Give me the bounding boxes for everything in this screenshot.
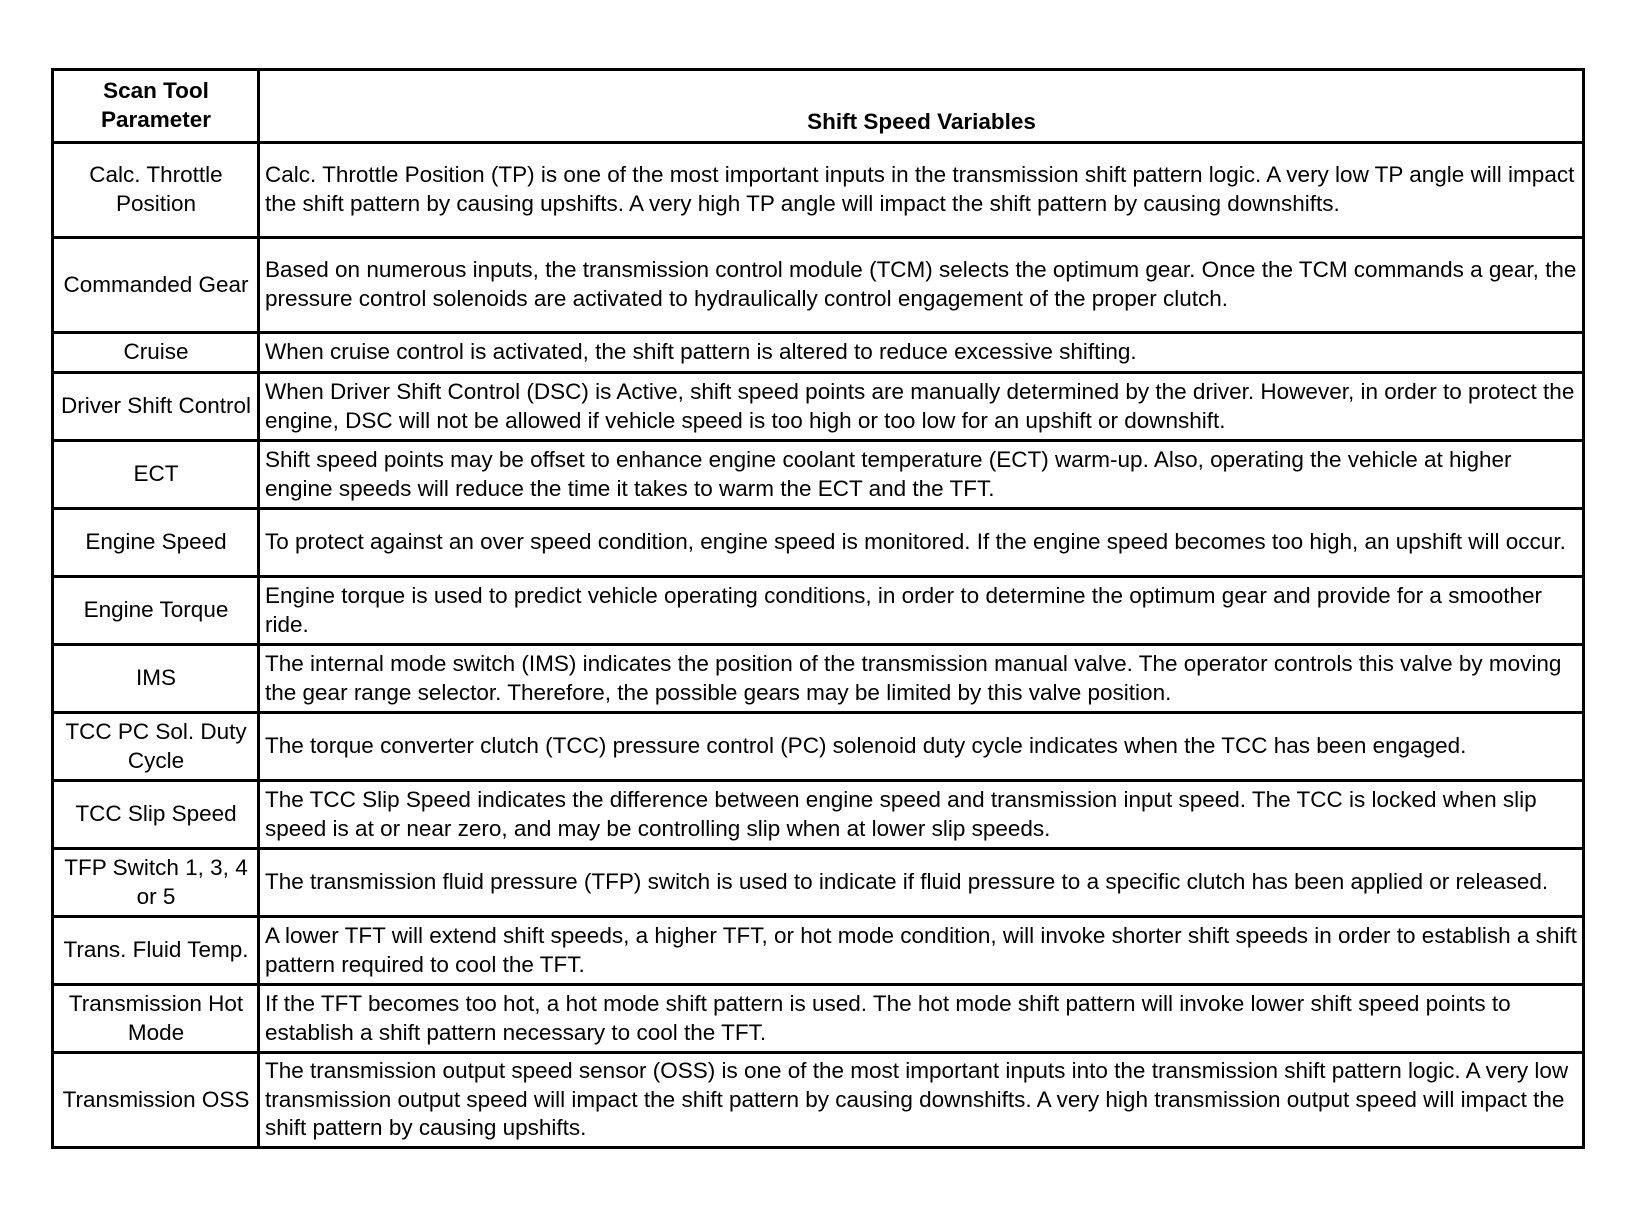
header-shift-speed-variables: Shift Speed Variables	[259, 70, 1584, 143]
shift-speed-table	[51, 68, 1585, 1149]
table-row	[53, 373, 1584, 441]
parameter-cell: TCC PC Sol. Duty Cycle	[53, 713, 259, 781]
description-cell: If the TFT becomes too hot, a hot mode shift pattern is used. The hot mode shift pattern will invoke lower shift speed points to establish a shift pattern necessary to cool the TFT.	[259, 985, 1584, 1053]
description-cell: The transmission fluid pressure (TFP) switch is used to indicate if fluid pressure to a specific clutch has been applied or released.	[259, 849, 1584, 917]
parameter-cell: Driver Shift Control	[53, 373, 259, 441]
description-cell: The internal mode switch (IMS) indicates the position of the transmission manual valve. The operator controls this valve by moving the gear range selector. Therefore, the possible gears may be limited by this valve position.	[259, 645, 1584, 713]
document-page	[51, 68, 1582, 1149]
table-row	[53, 917, 1584, 985]
description-cell: Calc. Throttle Position (TP) is one of the most important inputs in the transmission shift pattern logic. A very low TP angle will impact the shift pattern by causing upshifts. A very high TP angle will impact the shift pattern by causing downshifts.	[259, 143, 1584, 238]
description-cell: The TCC Slip Speed indicates the difference between engine speed and transmission input speed. The TCC is locked when slip speed is at or near zero, and may be controlling slip when at lower slip speeds.	[259, 781, 1584, 849]
table-row	[53, 781, 1584, 849]
parameter-cell: ECT	[53, 441, 259, 509]
table-row	[53, 1053, 1584, 1148]
parameter-cell: Engine Speed	[53, 509, 259, 577]
parameter-cell: Engine Torque	[53, 577, 259, 645]
description-cell: The torque converter clutch (TCC) pressure control (PC) solenoid duty cycle indicates when the TCC has been engaged.	[259, 713, 1584, 781]
table-row	[53, 441, 1584, 509]
description-cell: Based on numerous inputs, the transmission control module (TCM) selects the optimum gear. Once the TCM commands a gear, the pressure control solenoids are activated to hydraulically control engagement of the proper clutch.	[259, 238, 1584, 333]
table-row	[53, 713, 1584, 781]
parameter-cell: TCC Slip Speed	[53, 781, 259, 849]
parameter-cell: Commanded Gear	[53, 238, 259, 333]
parameter-cell: Transmission Hot Mode	[53, 985, 259, 1053]
description-cell: Shift speed points may be offset to enhance engine coolant temperature (ECT) warm-up. Also, operating the vehicle at higher engine speeds will reduce the time it takes to warm the ECT and the TFT.	[259, 441, 1584, 509]
parameter-cell: Transmission OSS	[53, 1053, 259, 1148]
description-cell: The transmission output speed sensor (OSS) is one of the most important inputs into the transmission shift pattern logic. A very low transmission output speed will impact the shift pattern by causing downshifts. A very high transmission output speed will impact the shift pattern by causing upshifts.	[259, 1053, 1584, 1148]
table-row	[53, 985, 1584, 1053]
parameter-cell: TFP Switch 1, 3, 4 or 5	[53, 849, 259, 917]
table-row	[53, 645, 1584, 713]
description-cell: When Driver Shift Control (DSC) is Active, shift speed points are manually determined by the driver. However, in order to protect the engine, DSC will not be allowed if vehicle speed is too high or too low for an upshift or downshift.	[259, 373, 1584, 441]
table-row	[53, 509, 1584, 577]
parameter-cell: Calc. Throttle Position	[53, 143, 259, 238]
parameter-cell: Cruise	[53, 333, 259, 373]
description-cell: To protect against an over speed condition, engine speed is monitored. If the engine speed becomes too high, an upshift will occur.	[259, 509, 1584, 577]
table-row	[53, 143, 1584, 238]
table-row	[53, 849, 1584, 917]
header-row	[53, 70, 1584, 143]
parameter-cell: Trans. Fluid Temp.	[53, 917, 259, 985]
table-row	[53, 238, 1584, 333]
header-scan-tool-parameter: Scan Tool Parameter	[53, 70, 259, 143]
table-row	[53, 577, 1584, 645]
description-cell: Engine torque is used to predict vehicle operating conditions, in order to determine the optimum gear and provide for a smoother ride.	[259, 577, 1584, 645]
parameter-cell: IMS	[53, 645, 259, 713]
table-row	[53, 333, 1584, 373]
description-cell: When cruise control is activated, the shift pattern is altered to reduce excessive shifting.	[259, 333, 1584, 373]
description-cell: A lower TFT will extend shift speeds, a higher TFT, or hot mode condition, will invoke shorter shift speeds in order to establish a shift pattern required to cool the TFT.	[259, 917, 1584, 985]
